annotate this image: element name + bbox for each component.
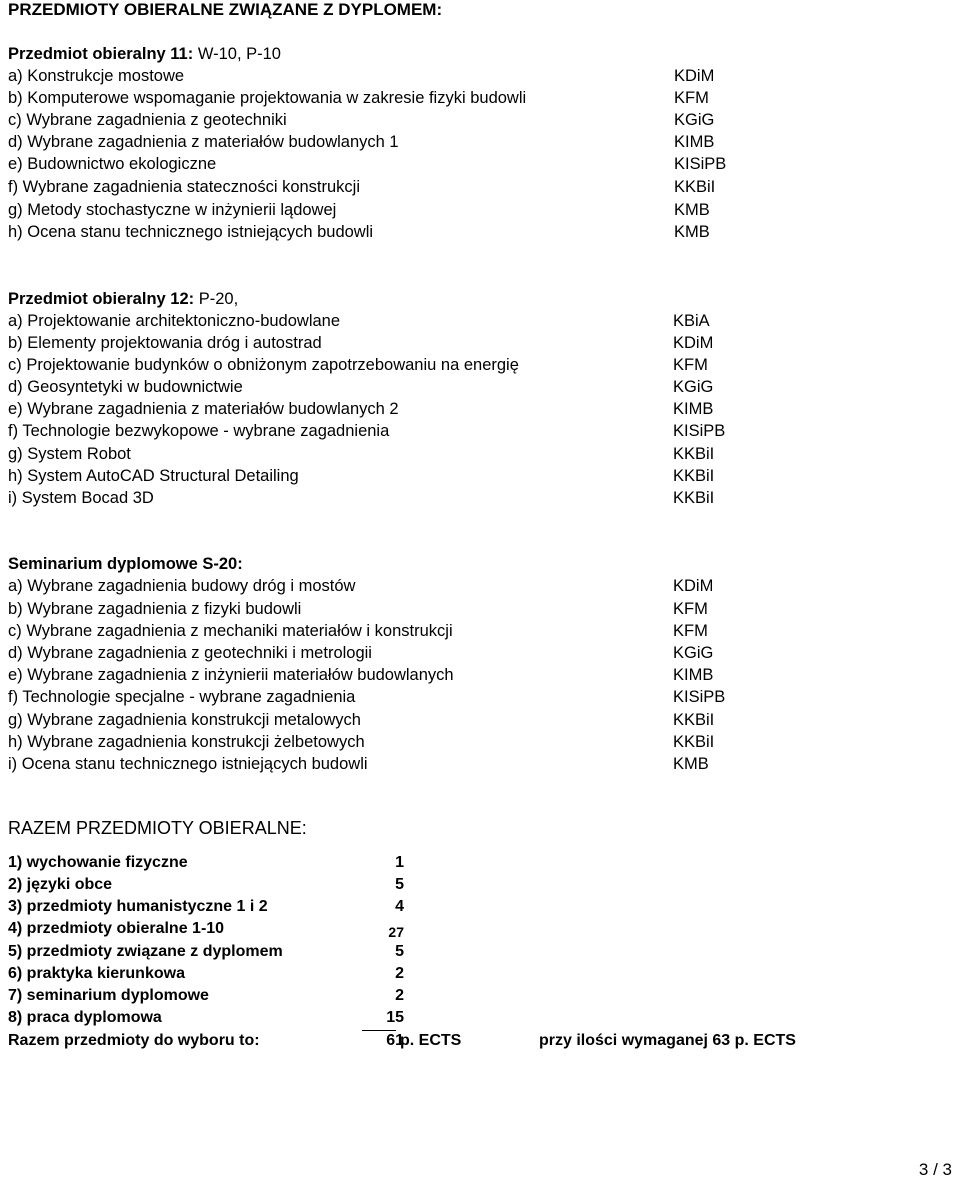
list-item: g) Wybrane zagadnienia konstrukcji metalowych KKBiI [8, 711, 715, 729]
section-heading-bold: Przedmiot obieralny 11: [8, 45, 194, 63]
summary-row: 3) przedmioty humanistyczne 1 i 2 4 [8, 898, 404, 915]
list-item: d) Wybrane zagadnienia z geotechniki i metrologii KGiG [8, 644, 714, 662]
summary-row: 7) seminarium dyplomowe 2 [8, 987, 404, 1004]
summary-row: 4) przedmioty obieralne 1-10 27 [8, 920, 404, 940]
list-item: i) System Bocad 3D KKBiI [8, 489, 715, 507]
list-item: h) Ocena stanu technicznego istniejących budowli KMB [8, 223, 710, 241]
list-item: a) Wybrane zagadnienia budowy dróg i mostów KDiM [8, 577, 714, 595]
section-heading [8, 553, 243, 575]
section-heading-rest: P-20, [194, 290, 239, 308]
list-item: g) Metody stochastyczne w inżynierii lądowej KMB [8, 201, 710, 219]
list-item: d) Geosyntetyki w budownictwie KGiG [8, 378, 714, 396]
page-title: PRZEDMIOTY OBIERALNE ZWIĄZANE Z DYPLOMEM: [8, 0, 443, 19]
section-heading-bold: Seminarium dyplomowe S-20: [8, 555, 243, 573]
list-item: f) Technologie bezwykopowe - wybrane zagadnienia KISiPB [8, 422, 726, 440]
summary-row: 6) praktyka kierunkowa 2 [8, 965, 404, 982]
list-item: b) Komputerowe wspomaganie projektowania w zakresie fizyki budowli KFM [8, 89, 709, 107]
list-item: g) System Robot KKBiI [8, 445, 715, 463]
summary-total-row: Razem przedmioty do wyboru to: 61 [8, 1032, 404, 1049]
list-item: d) Wybrane zagadnienia z materiałów budowlanych 1 KIMB [8, 133, 715, 151]
section-heading-bold: Przedmiot obieralny 12: [8, 290, 195, 308]
list-item: h) System AutoCAD Structural Detailing KKBiI [8, 467, 715, 485]
summary-row: 2) języki obce 5 [8, 876, 404, 893]
summary-row: 5) przedmioty związane z dyplomem 5 [8, 943, 404, 960]
section-heading [8, 43, 281, 65]
list-item: e) Budownictwo ekologiczne KISiPB [8, 155, 727, 173]
list-item: i) Ocena stanu technicznego istniejących budowli KMB [8, 755, 709, 773]
summary-row: 1) wychowanie fizyczne 1 [8, 854, 404, 871]
list-item: c) Wybrane zagadnienia z geotechniki KGiG [8, 111, 715, 129]
summary-row: 8) praca dyplomowa 15 [8, 1009, 404, 1026]
list-item: b) Elementy projektowania dróg i autostrad KDiM [8, 334, 714, 352]
list-item: f) Technologie specjalne - wybrane zagadnienia KISiPB [8, 688, 726, 706]
list-item: b) Wybrane zagadnienia z fizyki budowli KFM [8, 600, 708, 618]
list-item: h) Wybrane zagadnienia konstrukcji żelbetowych KKBiI [8, 733, 715, 751]
summary-title: RAZEM PRZEDMIOTY OBIERALNE: [8, 818, 307, 838]
page-number: 3 / 3 [918, 1160, 952, 1179]
summary-total-unit: p. ECTS [400, 1032, 462, 1049]
list-item: e) Wybrane zagadnienia z inżynierii materiałów budowlanych KIMB [8, 666, 714, 684]
summary-required-text: przy ilości wymaganej 63 p. ECTS [539, 1032, 796, 1049]
list-item: a) Konstrukcje mostowe KDiM [8, 67, 715, 85]
list-item: c) Wybrane zagadnienia z mechaniki materiałów i konstrukcji KFM [8, 622, 708, 640]
list-item: f) Wybrane zagadnienia stateczności konstrukcji KKBiI [8, 178, 716, 196]
list-item: a) Projektowanie architektoniczno-budowlane KBiA [8, 312, 710, 330]
section-heading [8, 288, 238, 310]
list-item: c) Projektowanie budynków o obniżonym zapotrzebowaniu na energię KFM [8, 356, 708, 374]
section-heading-rest: W-10, P-10 [193, 45, 281, 63]
list-item: e) Wybrane zagadnienia z materiałów budowlanych 2 KIMB [8, 400, 714, 418]
